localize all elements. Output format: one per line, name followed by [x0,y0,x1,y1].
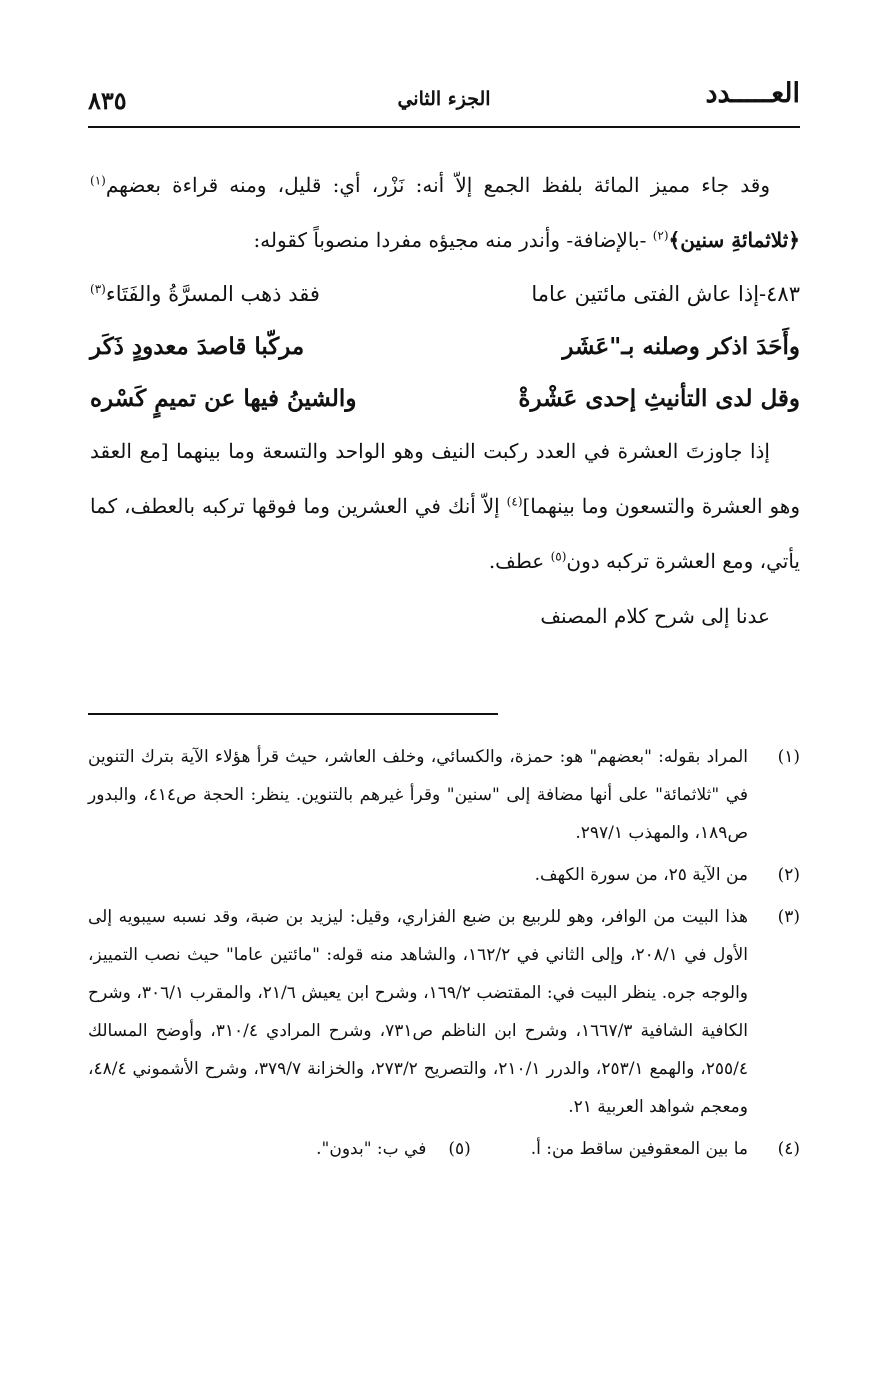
paragraph-1-text-b: -بالإضافة- وأندر منه مجيؤه مفردا منصوباً كقوله: [253,228,647,252]
footnote-5-number: (٥) [448,1139,471,1159]
page-number: ٨٣٥ [88,86,127,115]
footnote-number: (٤) [777,1139,800,1159]
paragraph-2 [90,424,800,589]
verse-1-first-hemistich: ٤٨٣-إذا عاش الفتى مائتين عاما [531,281,800,306]
footnote-4-5-line [88,1130,800,1168]
verse-line-2 [90,320,800,372]
verse-line-3 [90,372,800,424]
footnote-split [316,1130,748,1168]
header-rule [88,126,800,128]
footnote-ref-4: (٤) [506,494,523,509]
paragraph-1 [90,158,800,268]
verse-1-second-text: فقد ذهب المسرَّةُ والفَتَاء [105,281,320,306]
footnote-1 [88,738,800,852]
footnote-text: من الآية ٢٥، من سورة الكهف. [534,865,748,885]
quran-quote: ﴿ثلاثمائةِ سنين﴾ [668,228,800,252]
footnote-text: هذا البيت من الوافر، وهو للربيع بن ضبع الفزاري، وقيل: ليزيد بن ضبة، وقد نسبه سيبويه إلى الأول في ٢٠٨/١، وإلى الثاني في ١٦٢/٢، والشاهد منه قوله: "مائتين عاما" حيث نصب التمييز، والوجه جره. ينظر البيت في: المقتضب ١٦٩/٢، وشرح ابن يعيش ٢١/٦، والمقرب ٣٠٦/١، وشرح الكافية الشافية ١٦٦٧/٣، وشرح ابن الناظم ص٧٣١، وشرح المرادي ٣١٠/٤، وأوضح المسالك ٢٥٥/٤، والهمع ٢٥٣/١، والدرر ٢١٠/١، والتصريح ٢٧٣/٢، والخزانة ٣٧٩/٧، وشرح الأشموني ٤٨/٤، ومعجم شواهد العربية ٢١. [88,907,749,1117]
verse-1-second-hemistich [90,267,320,322]
running-header [88,78,800,122]
footnote-gap-small [426,1130,448,1168]
footnote-text: المراد بقوله: "بعضهم" هو: حمزة، والكسائي، وخلف العاشر، حيث قرأ هؤلاء الآية بترك التنوين في "ثلاثمائة" على أنها مضافة إلى "سنين" وقرأ غيرهم بالتنوين. ينظر: الحجة ص٤١٤، والبدور ص١٨٩، والمهذب ٢٩٧/١. [88,747,748,843]
paragraph-2-text-a: إذا جاوزتَ العشرة في العدد ركبت النيف وهو الواحد والتسعة وما بينهما [مع العقد وهو العشرة والتسعون وما بينهما] [90,439,800,518]
verse-3-first-hemistich: وقل لدى التأنيثِ إحدى عَشْرةْ [518,384,800,412]
footnote-number: (١) [777,747,800,767]
footnote-number: (٣) [777,907,800,927]
footnote-gap [471,1130,531,1168]
footnote-number: (٢) [777,865,800,885]
footnote-ref-3: (٣) [90,281,106,296]
verse-2-first-hemistich: وأَحَدَ اذكر وصلنه بـ"عَشَر [562,332,800,360]
main-text [90,158,800,644]
footnotes [88,738,800,1172]
footnote-5-text: في ب: "بدون". [316,1139,427,1159]
verse-line-1 [90,268,800,320]
footnote-4-text: ما بين المعقوفين ساقط من: أ. [530,1139,748,1159]
verse-2-second-hemistich: مركّبا قاصدَ معدودٍ ذَكَر [90,332,305,360]
paragraph-2-text-c: عطف. [488,549,545,573]
chapter-title: العـــــدد [705,78,800,109]
footnote-separator [88,713,498,715]
paragraph-1-text-a: وقد جاء مميز المائة بلفظ الجمع إلاّ أنه: نَزْر، أي: قليل، ومنه قراءة بعضهم [105,173,770,197]
paragraph-2-text-b: إلاّ أنك في العشرين وما فوقها تركبه بالعطف، كما يأتي، ومع العشرة تركبه دون [90,494,800,573]
footnote-3 [88,898,800,1126]
footnote-ref-2: (٢) [652,228,669,243]
footnote-ref-1: (١) [90,173,106,188]
paragraph-3: عدنا إلى شرح كلام المصنف [540,604,770,628]
footnote-2 [88,856,800,894]
footnote-ref-5: (٥) [550,549,567,564]
part-title: الجزء الثاني [397,88,491,110]
verse-3-second-hemistich: والشينُ فيها عن تميمٍ كَسْره [90,384,357,412]
